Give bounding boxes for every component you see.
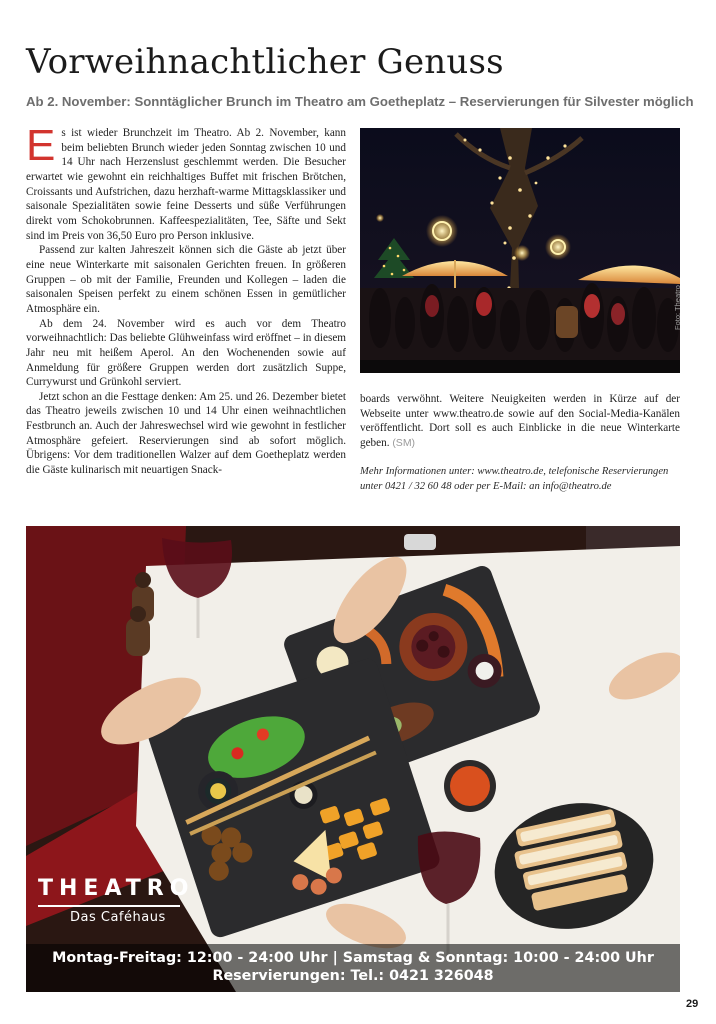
subhead: Ab 2. November: Sonntäglicher Brunch im Theatro am Goetheplatz – Reservierungen für Silvester möglich — [26, 94, 694, 109]
photo-credit: Foto: Theatro — [673, 285, 682, 330]
paragraph-2: Passend zur kalten Jahreszeit können sich die Gäste ab jetzt über eine neue Winterkarte mit saisonalen Gerichten freuen. In größeren Gruppen – ob mit der Familie, Freunden und Kollegen – laden die saisonalen Speisen perfekt zu einem schönen Essen in gemütlicher Atmosphäre ein. — [26, 244, 346, 315]
paragraph-5 — [360, 392, 680, 451]
christmas-market-photo — [360, 128, 680, 373]
headline: Vorweihnachtlicher Genuss — [26, 42, 504, 82]
ad-brand-rule — [38, 905, 180, 907]
article-column-left — [26, 121, 346, 478]
paragraph-1-text: s ist wieder Brunchzeit im Theatro. Ab 2. November, kann beim beliebten Brunch wieder jeden Sonntag zwischen 10 und 14 Uhr nach Herzenslust geschlemmt werden. Die Besucher erwartet wie gewohnt ein reichhaltiges Buffet mit frischen Brötchen, Croissants und Aufstrichen, dazu herzhaft-warme Mittagsklassiker und saisonale Spezialitäten sowie feine Desserts und süße Verführungen direkt vom Schokobrunnen. Kaffeespezialitäten, Tee, Säfte und Sekt sind im Preis von 36,50 Euro pro Person inklusive. — [26, 127, 346, 242]
ad-subtitle: Das Caféhaus — [70, 910, 166, 925]
ad-opening-hours: Montag-Freitag: 12:00 - 24:00 Uhr | Samstag & Sonntag: 10:00 - 24:00 Uhr — [52, 950, 654, 966]
page-number: 29 — [686, 998, 699, 1010]
byline: (SM) — [392, 436, 416, 449]
article-column-right — [360, 392, 680, 451]
paragraph-4: Jetzt schon an die Festtage denken: Am 25. und 26. Dezember bietet das Theatro jeweils zwischen 10 und 14 Uhr einen weihnachtlichen Festbrunch an. Auch der Jahreswechsel wird wie gewohnt in festlicher Atmosphäre gefeiert. Reservierungen sind ab sofort möglich. Übrigens: Vor dem traditionellen Walzer auf dem Goetheplatz werden die Gäste kulinarisch mit neuartigen Snack- — [26, 390, 346, 477]
dropcap: E — [26, 121, 56, 170]
info-line: Mehr Informationen unter: www.theatro.de, telefonische Reservierungen unter 0421 / 32 60 48 oder per E-Mail: an info@theatro.de — [360, 466, 669, 492]
ad-reservation-phone: Reservierungen: Tel.: 0421 326048 — [212, 968, 494, 984]
paragraph-1 — [26, 121, 346, 243]
paragraph-5-text: boards verwöhnt. Weitere Neuigkeiten werden in Kürze auf der Webseite unter www.theatro.de sowie auf den Social-Media-Kanälen veröffentlicht. Dort soll es auch Einblicke in die neue Winterkarte geben. — [360, 393, 680, 449]
paragraph-3: Ab dem 24. November wird es auch vor dem Theatro vorweihnachtlich: Das beliebte Glühweinfass wird eröffnet – in diesem Jahr neu mit heißem Aperol. An den Wochenenden sowie auf Anmeldung für größere Gruppen werden dort zusätzlich Suppe, Currywurst und Grünkohl serviert. — [26, 317, 346, 389]
ad-brand-logo: THEATRO — [38, 876, 195, 901]
